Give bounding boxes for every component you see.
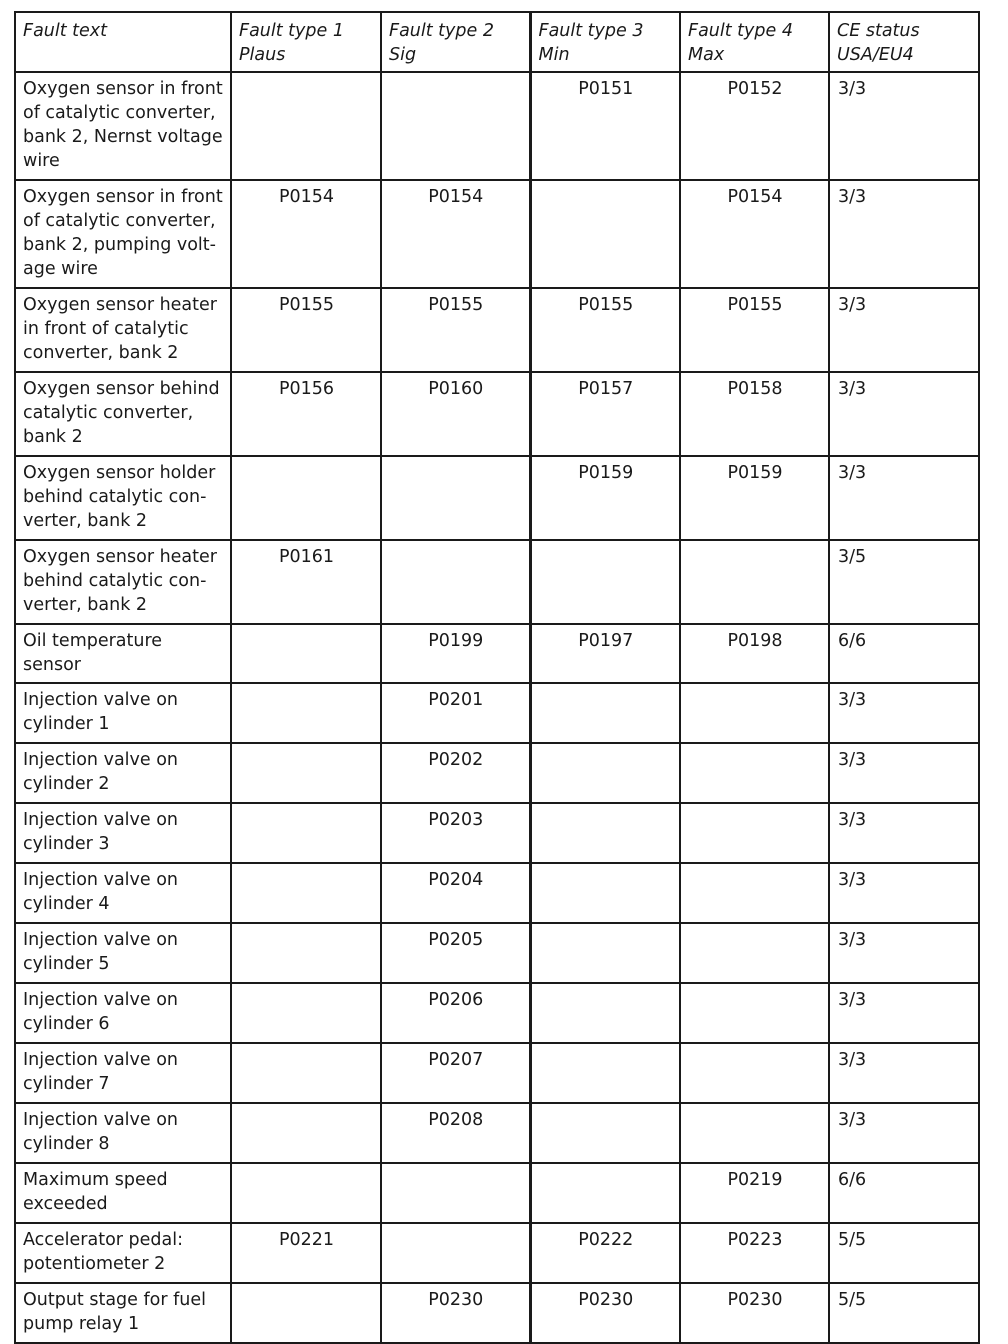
sig-code-cell: [381, 540, 530, 624]
min-code-cell: P0197: [530, 624, 680, 683]
min-code-cell: P0159: [530, 456, 680, 540]
table-row: [15, 923, 979, 983]
fault-text-cell: Injection valve on cylinder 2: [15, 743, 231, 803]
sig-code-cell: P0203: [381, 803, 530, 863]
table-row: [15, 372, 979, 456]
ce-status-cell: 3/3: [829, 683, 979, 743]
min-code-cell: P0222: [530, 1223, 680, 1283]
table-row: [15, 743, 979, 803]
ce-status-cell: 3/3: [829, 72, 979, 180]
fault-text-cell: Oxygen sensor holder behind catalytic converter, bank 2: [15, 456, 231, 540]
max-code-cell: [680, 683, 829, 743]
ce-status-cell: 3/3: [829, 743, 979, 803]
table-row: [15, 1043, 979, 1103]
max-code-cell: [680, 803, 829, 863]
plaus-code-cell: [231, 803, 381, 863]
min-code-cell: [530, 983, 680, 1043]
plaus-code-cell: P0154: [231, 180, 381, 288]
ce-status-cell: 3/3: [829, 983, 979, 1043]
table-row: [15, 180, 979, 288]
fault-text-cell: Injection valve on cylinder 8: [15, 1103, 231, 1163]
plaus-code-cell: [231, 624, 381, 683]
header-fault-text: Fault text: [15, 12, 231, 72]
ce-status-cell: 3/3: [829, 288, 979, 372]
min-code-cell: [530, 540, 680, 624]
plaus-code-cell: P0156: [231, 372, 381, 456]
sig-code-cell: P0155: [381, 288, 530, 372]
min-code-cell: [530, 1163, 680, 1223]
min-code-cell: [530, 863, 680, 923]
max-code-cell: [680, 1103, 829, 1163]
fault-text-cell: Injection valve on cylinder 3: [15, 803, 231, 863]
table-body: [15, 72, 979, 1343]
plaus-code-cell: [231, 1103, 381, 1163]
table-header: [15, 12, 979, 72]
ce-status-cell: 6/6: [829, 624, 979, 683]
min-code-cell: P0151: [530, 72, 680, 180]
max-code-cell: [680, 923, 829, 983]
table-row: [15, 863, 979, 923]
fault-text-cell: Maximum speed exceeded: [15, 1163, 231, 1223]
header-row: [15, 12, 979, 72]
sig-code-cell: P0199: [381, 624, 530, 683]
ce-status-cell: 3/3: [829, 1043, 979, 1103]
min-code-cell: P0157: [530, 372, 680, 456]
max-code-cell: [680, 863, 829, 923]
table-row: [15, 1103, 979, 1163]
header-fault-type-1: Fault type 1 Plaus: [231, 12, 381, 72]
ce-status-cell: 5/5: [829, 1283, 979, 1343]
min-code-cell: [530, 803, 680, 863]
max-code-cell: [680, 1043, 829, 1103]
plaus-code-cell: P0161: [231, 540, 381, 624]
plaus-code-cell: P0221: [231, 1223, 381, 1283]
min-code-cell: P0230: [530, 1283, 680, 1343]
ce-status-cell: 5/5: [829, 1223, 979, 1283]
plaus-code-cell: [231, 1163, 381, 1223]
fault-text-cell: Accelerator pedal: potentiometer 2: [15, 1223, 231, 1283]
sig-code-cell: P0208: [381, 1103, 530, 1163]
sig-code-cell: P0204: [381, 863, 530, 923]
table-row: [15, 1163, 979, 1223]
ce-status-cell: 3/5: [829, 540, 979, 624]
ce-status-cell: 6/6: [829, 1163, 979, 1223]
table-row: [15, 683, 979, 743]
min-code-cell: [530, 180, 680, 288]
fault-text-cell: Oxygen sensor heater in front of catalytic converter, bank 2: [15, 288, 231, 372]
max-code-cell: [680, 540, 829, 624]
sig-code-cell: P0160: [381, 372, 530, 456]
table-row: [15, 72, 979, 180]
max-code-cell: [680, 743, 829, 803]
sig-code-cell: P0207: [381, 1043, 530, 1103]
sig-code-cell: [381, 72, 530, 180]
header-ce-status: CE status USA/EU4: [829, 12, 979, 72]
fault-text-cell: Injection valve on cylinder 6: [15, 983, 231, 1043]
fault-text-cell: Oxygen sensor heater behind catalytic converter, bank 2: [15, 540, 231, 624]
max-code-cell: P0219: [680, 1163, 829, 1223]
table-row: [15, 803, 979, 863]
fault-text-cell: Oil temperature sensor: [15, 624, 231, 683]
min-code-cell: [530, 1043, 680, 1103]
sig-code-cell: [381, 456, 530, 540]
max-code-cell: P0155: [680, 288, 829, 372]
sig-code-cell: P0206: [381, 983, 530, 1043]
max-code-cell: P0198: [680, 624, 829, 683]
table-row: [15, 456, 979, 540]
fault-text-cell: Oxygen sensor in front of catalytic converter, bank 2, pumping voltage wire: [15, 180, 231, 288]
ce-status-cell: 3/3: [829, 180, 979, 288]
sig-code-cell: P0154: [381, 180, 530, 288]
max-code-cell: [680, 983, 829, 1043]
plaus-code-cell: [231, 743, 381, 803]
plaus-code-cell: [231, 1283, 381, 1343]
min-code-cell: [530, 683, 680, 743]
max-code-cell: P0154: [680, 180, 829, 288]
sig-code-cell: P0230: [381, 1283, 530, 1343]
fault-text-cell: Injection valve on cylinder 7: [15, 1043, 231, 1103]
min-code-cell: [530, 923, 680, 983]
ce-status-cell: 3/3: [829, 923, 979, 983]
plaus-code-cell: [231, 72, 381, 180]
header-fault-type-3: Fault type 3 Min: [530, 12, 680, 72]
min-code-cell: P0155: [530, 288, 680, 372]
plaus-code-cell: P0155: [231, 288, 381, 372]
fault-text-cell: Output stage for fuel pump relay 1: [15, 1283, 231, 1343]
fault-text-cell: Injection valve on cylinder 1: [15, 683, 231, 743]
fault-code-table: [14, 11, 980, 1344]
min-code-cell: [530, 743, 680, 803]
min-code-cell: [530, 1103, 680, 1163]
ce-status-cell: 3/3: [829, 1103, 979, 1163]
sig-code-cell: P0201: [381, 683, 530, 743]
plaus-code-cell: [231, 983, 381, 1043]
sig-code-cell: P0202: [381, 743, 530, 803]
max-code-cell: P0230: [680, 1283, 829, 1343]
fault-text-cell: Oxygen sensor behind catalytic converter, bank 2: [15, 372, 231, 456]
fault-text-cell: Injection valve on cylinder 5: [15, 923, 231, 983]
plaus-code-cell: [231, 456, 381, 540]
table-row: [15, 1283, 979, 1343]
ce-status-cell: 3/3: [829, 456, 979, 540]
sig-code-cell: [381, 1223, 530, 1283]
fault-text-cell: Oxygen sensor in front of catalytic converter, bank 2, Nernst voltage wire: [15, 72, 231, 180]
plaus-code-cell: [231, 863, 381, 923]
max-code-cell: P0152: [680, 72, 829, 180]
sig-code-cell: [381, 1163, 530, 1223]
plaus-code-cell: [231, 923, 381, 983]
sig-code-cell: P0205: [381, 923, 530, 983]
table-row: [15, 1223, 979, 1283]
table-row: [15, 983, 979, 1043]
max-code-cell: P0159: [680, 456, 829, 540]
ce-status-cell: 3/3: [829, 803, 979, 863]
ce-status-cell: 3/3: [829, 372, 979, 456]
table-row: [15, 540, 979, 624]
table-row: [15, 288, 979, 372]
plaus-code-cell: [231, 1043, 381, 1103]
header-fault-type-4: Fault type 4 Max: [680, 12, 829, 72]
fault-text-cell: Injection valve on cylinder 4: [15, 863, 231, 923]
ce-status-cell: 3/3: [829, 863, 979, 923]
header-fault-type-2: Fault type 2 Sig: [381, 12, 530, 72]
plaus-code-cell: [231, 683, 381, 743]
table-row: [15, 624, 979, 683]
max-code-cell: P0223: [680, 1223, 829, 1283]
max-code-cell: P0158: [680, 372, 829, 456]
